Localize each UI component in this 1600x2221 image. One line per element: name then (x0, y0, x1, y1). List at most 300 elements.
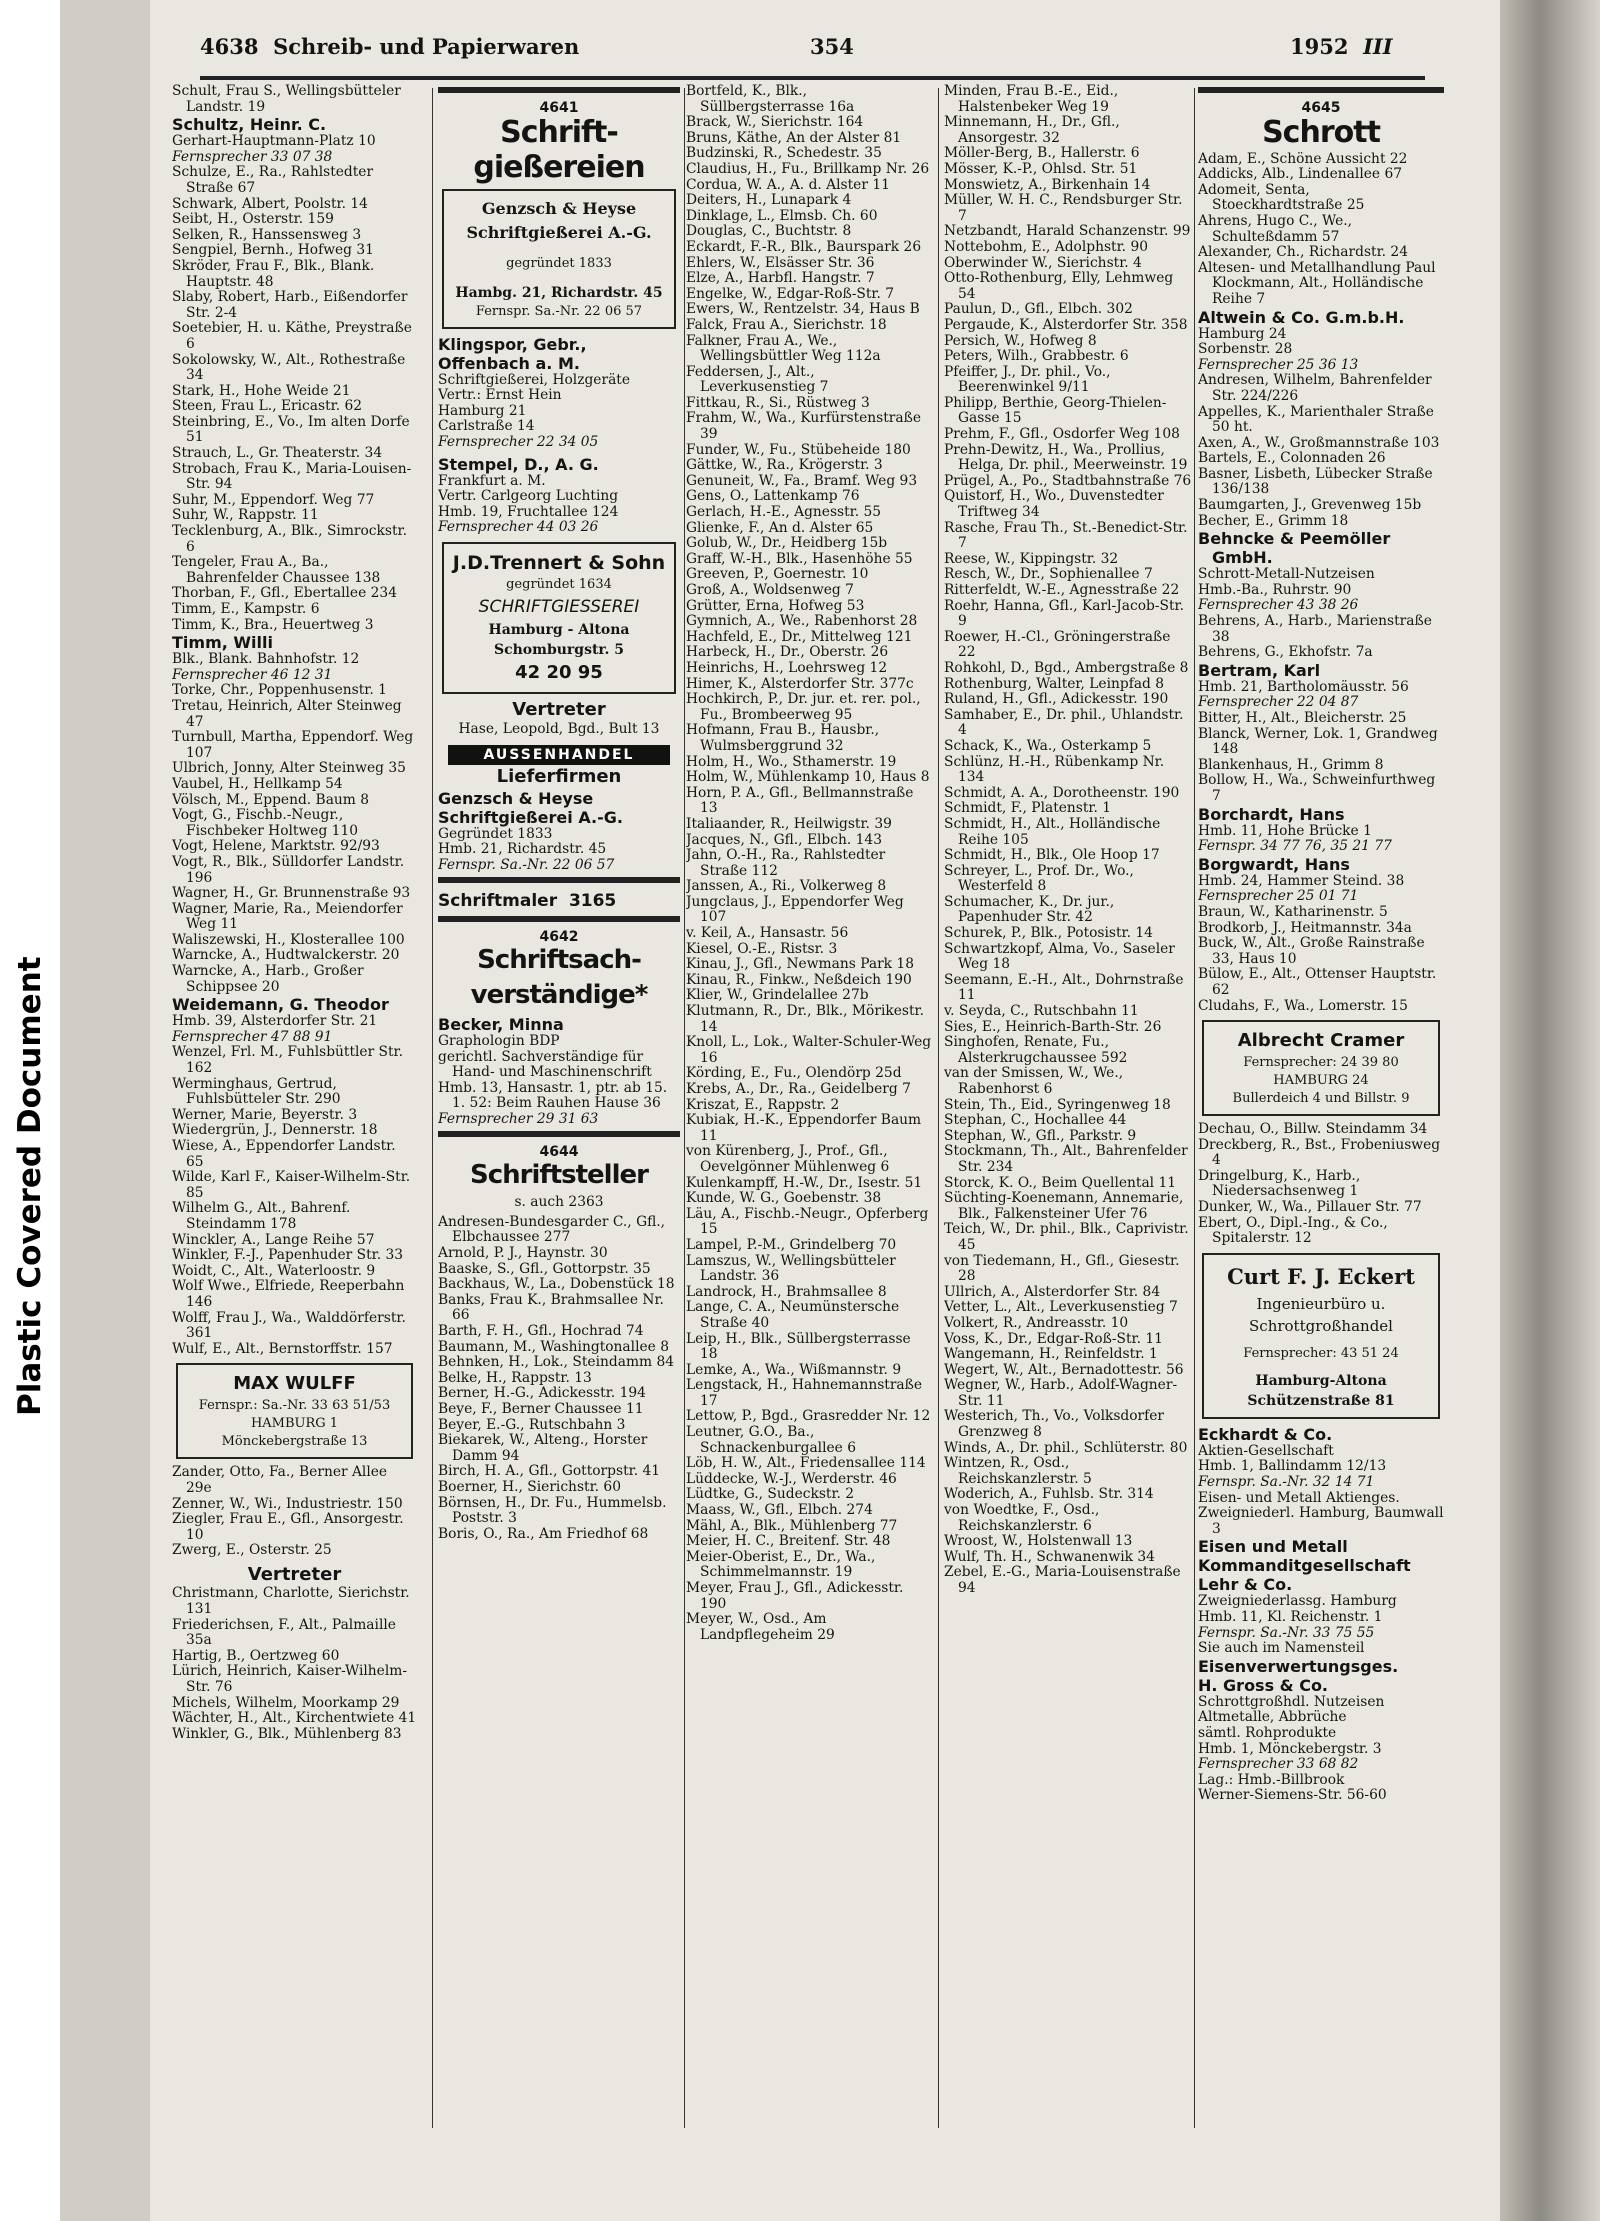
section-heading: Lieferfirmen (496, 766, 622, 788)
directory-entry: Steinbring, E., Vo., Im alten Dorfe 51 (172, 413, 410, 446)
directory-entry: Steen, Frau L., Ericastr. 62 (172, 398, 363, 415)
entry-list (944, 84, 1192, 1597)
directory-entry: Hmb. 19, Fruchtallee 124 (438, 503, 619, 520)
directory-entry: Krebs, A., Dr., Ra., Geidelberg 7 (686, 1081, 911, 1097)
directory-entry: Rasche, Frau Th., St.-Benedict-Str. 7 (944, 519, 1188, 552)
directory-entry: Gerhart-Hauptmann-Platz 10 (172, 133, 376, 150)
directory-entry: Warncke, A., Harb., Großer Schippsee 20 (172, 963, 364, 995)
directory-entry: von Kürenberg, J., Prof., Gfl., Oevelgönner Mühlenweg 6 (686, 1143, 890, 1175)
entry: Hase, Leopold, Bgd., Bult 13 (458, 720, 660, 737)
directory-entry: Landrock, H., Brahmsallee 8 (686, 1283, 887, 1300)
directory-entry: Vogt, Helene, Marktstr. 92/93 (172, 838, 380, 855)
directory-entry: Adam, E., Schöne Aussicht 22 (1198, 150, 1408, 167)
column-divider (432, 88, 433, 2128)
section-reference: s. auch 2363 (514, 1194, 604, 1211)
directory-entry: H. Gross & Co. (1198, 1675, 1329, 1695)
directory-entry: Paulun, D., Gfl., Elbch. 302 (944, 301, 1133, 318)
directory-entry: Andresen, Wilhelm, Bahrenfelder Str. 224/226 (1198, 372, 1432, 404)
directory-entry: Sorbenstr. 28 (1198, 341, 1293, 358)
directory-entry: Adomeit, Senta, Stoeckhardtstraße 25 (1198, 181, 1365, 214)
directory-entry: Wegert, W., Alt., Bernadottestr. 56 (944, 1361, 1184, 1378)
directory-entry: Lehr & Co. (1198, 1575, 1293, 1595)
directory-entry: Fernsprecher 33 68 82 (1198, 1756, 1359, 1773)
directory-entry: Frahm, W., Wa., Kurfürstenstraße 39 (686, 410, 921, 443)
entry-block (438, 335, 680, 451)
directory-entry: Dreckberg, R., Bst., Frobeniusweg 4 (1198, 1136, 1441, 1169)
directory-entry: Gerlach, H.-E., Agnesstr. 55 (686, 504, 882, 521)
directory-entry: Teich, W., Dr. phil., Blk., Caprivistr. 45 (944, 1221, 1189, 1253)
directory-entry: Roewer, H.-Cl., Gröningerstraße 22 (944, 628, 1171, 661)
directory-entry: Fernsprecher 22 04 87 (1198, 694, 1359, 711)
directory-entry: Boris, O., Ra., Am Friedhof 68 (438, 1525, 649, 1542)
directory-entry: Turnbull, Martha, Eppendorf. Weg 107 (172, 729, 414, 761)
entry-list (172, 1586, 417, 1742)
directory-entry: Wulf, E., Alt., Bernstorffstr. 157 (172, 1340, 393, 1357)
directory-entry: Schwark, Albert, Poolstr. 14 (172, 195, 368, 212)
directory-entry: Pfeiffer, J., Dr. phil., Vo., Beerenwinkel 9/11 (944, 363, 1111, 396)
directory-entry: Fernspr. 34 77 76, 35 21 77 (1198, 838, 1392, 855)
directory-entry: Braun, W., Katharinenstr. 5 (1198, 903, 1388, 920)
directory-entry: Schrottgroßhdl. Nutzeisen (1198, 1693, 1385, 1710)
directory-entry: Knoll, L., Lok., Walter-Schuler-Weg 16 (686, 1034, 932, 1066)
column-divider (684, 88, 685, 2128)
directory-entry: Becher, E., Grimm 18 (1198, 512, 1349, 529)
section-title: verständige* (470, 980, 648, 1011)
directory-entry: Stein, Th., Eid., Syringenweg 18 (944, 1096, 1171, 1113)
directory-entry: Werner-Siemens-Str. 56-60 (1198, 1787, 1387, 1804)
directory-entry: Christmann, Charlotte, Sierichstr. 131 (172, 1585, 410, 1618)
directory-entry: Strauch, L., Gr. Theaterstr. 34 (172, 445, 383, 462)
section-number: 4641 (539, 100, 579, 116)
section-number: 4642 (539, 928, 579, 945)
directory-entry: Bülow, E., Alt., Ottenser Hauptstr. 62 (1198, 966, 1437, 998)
directory-entry: Fernspr. Sa.-Nr. 32 14 71 (1198, 1474, 1375, 1491)
directory-entry: Thorban, F., Gfl., Ebertallee 234 (172, 585, 397, 602)
directory-entry: Fernsprecher 46 12 31 (172, 666, 333, 683)
directory-entry: v. Seyda, C., Rutschbahn 11 (944, 1003, 1139, 1020)
directory-entry: Süchting-Koenemann, Annemarie, Blk., Falkensteiner Ufer 76 (944, 1190, 1184, 1222)
directory-entry: Groß, A., Woldsenweg 7 (686, 582, 854, 598)
directory-entry: Heinrichs, H., Loehrsweg 12 (686, 659, 888, 676)
directory-entry: Mösser, K.-P., Ohlsd. Str. 51 (944, 160, 1138, 177)
directory-entry: Wulf, Th. H., Schwanenwik 34 (944, 1548, 1155, 1565)
directory-entry: Winkler, G., Blk., Mühlenberg 83 (172, 1725, 402, 1742)
directory-entry: Hofmann, Frau B., Hausbr., Wulmsberggrund 32 (686, 722, 880, 754)
directory-entry: Kinau, R., Finkw., Neßdeich 190 (686, 971, 912, 988)
directory-entry: Monswietz, A., Birkenhain 14 (944, 176, 1151, 193)
directory-entry: Lemke, A., Wa., Wißmannstr. 9 (686, 1361, 902, 1378)
directory-entry: Seibt, H., Osterstr. 159 (172, 211, 334, 228)
directory-entry: Alexander, Ch., Richardstr. 24 (1198, 244, 1408, 261)
directory-entry: Schack, K., Wa., Osterkamp 5 (944, 737, 1152, 754)
ad-line: Genzsch & Heyse (481, 198, 637, 218)
directory-entry: Börnsen, H., Dr. Fu., Hummelsb. Poststr. 3 (438, 1494, 667, 1527)
directory-entry: Hartig, B., Oertzweg 60 (172, 1647, 340, 1664)
directory-entry: Hmb. 11, Kl. Reichenstr. 1 (1198, 1609, 1383, 1625)
header-right (1290, 34, 1393, 59)
directory-entry: van der Smissen, W., We., Rabenhorst 6 (944, 1065, 1124, 1097)
section-number: 4645 (1301, 100, 1341, 116)
section-rule (438, 916, 680, 922)
header-left (200, 34, 579, 59)
directory-entry: Andresen-Bundesgarder C., Gfl., Elbchaussee 277 (438, 1213, 666, 1246)
directory-entry: Hamburg 24 (1198, 325, 1287, 342)
directory-entry: Jacques, N., Gfl., Elbch. 143 (686, 831, 882, 848)
directory-entry: Winckler, A., Lange Reihe 57 (172, 1231, 375, 1248)
directory-entry: Fernsprecher 22 34 05 (438, 433, 599, 450)
directory-entry: Soetebier, H. u. Käthe, Preystraße 6 (172, 320, 412, 352)
directory-entry: sämtl. Rohprodukte (1198, 1724, 1337, 1741)
directory-entry: Peters, Wilh., Grabbestr. 6 (944, 348, 1129, 365)
ad-phone: Fernsprecher: 24 39 80 (1243, 1055, 1399, 1071)
category-title: Schreib- und Papierwaren (273, 34, 580, 59)
directory-entry: Zebel, E.-G., Maria-Louisenstraße 94 (944, 1564, 1181, 1596)
directory-entry: Frankfurt a. M. (438, 472, 546, 489)
directory-entry: Schmidt, A. A., Dorotheenstr. 190 (944, 784, 1180, 801)
directory-entry: Wagner, Marie, Ra., Meiendorfer Weg 11 (172, 900, 403, 933)
directory-entry: Sokolowsky, W., Alt., Rothestraße 34 (172, 351, 406, 384)
directory-entry: Genzsch & Heyse (438, 788, 594, 808)
directory-entry: Eisen- und Metall Aktienges. (1198, 1489, 1400, 1506)
directory-entry: Kulenkampff, H.-W., Dr., Isestr. 51 (686, 1174, 923, 1191)
directory-entry: Schult, Frau S., Wellingsbütteler Landstr. 19 (172, 84, 401, 115)
directory-entry: Glienke, F., An d. Alster 65 (686, 519, 874, 536)
directory-entry: Vertr.: Ernst Hein (438, 387, 562, 404)
directory-entry: Schreyer, L., Prof. Dr., Wo., Westerfeld 8 (944, 862, 1134, 895)
directory-entry: Skröder, Frau F., Blk., Blank. Hauptstr. 48 (172, 257, 375, 290)
section-band: AUSSENHANDEL (448, 745, 670, 765)
directory-entry: Banks, Frau K., Brahmsallee Nr. 66 (438, 1291, 664, 1324)
directory-entry: Gegründet 1833 (438, 825, 553, 842)
ad-city: HAMBURG 24 (1273, 1073, 1369, 1089)
directory-entry: Samhaber, E., Dr. phil., Uhlandstr. 4 (944, 706, 1184, 739)
column-3 (686, 84, 932, 2144)
directory-entry: Behncke & Peemöller GmbH. (1198, 529, 1391, 568)
side-margin (0, 0, 60, 2221)
directory-entry: Wegner, W., Harb., Adolf-Wagner-Str. 11 (944, 1377, 1178, 1409)
directory-entry: Baaske, S., Gfl., Gottorpstr. 35 (438, 1260, 651, 1277)
directory-entry: Boerner, H., Sierichstr. 60 (438, 1478, 621, 1495)
section-rule (438, 87, 680, 93)
directory-entry: Biekarek, W., Alteng., Horster Damm 94 (438, 1432, 648, 1464)
ad-line: J.D.Trennert & Sohn (452, 551, 666, 574)
directory-entry: Tecklenburg, A., Blk., Simrockstr. 6 (172, 523, 407, 555)
directory-entry: Carlstraße 14 (438, 418, 535, 435)
page-number: 354 (810, 34, 854, 59)
directory-entry: Backhaus, W., La., Dobenstück 18 (438, 1276, 675, 1293)
directory-entry: Mähl, A., Blk., Mühlenberg 77 (686, 1517, 898, 1534)
directory-entry: Axen, A., W., Großmannstraße 103 (1198, 434, 1440, 451)
directory-entry: Meyer, W., Osd., Am Landpflegeheim 29 (686, 1611, 835, 1643)
entry-list (1198, 1122, 1444, 1247)
volume: III (1363, 34, 1393, 59)
directory-entry: Seemann, E.-H., Alt., Dohrnstraße 11 (944, 971, 1184, 1004)
directory-entry: Voss, K., Dr., Edgar-Roß-Str. 11 (944, 1330, 1163, 1347)
directory-entry: Buck, W., Alt., Große Rainstraße 33, Haus 10 (1198, 935, 1425, 967)
directory-entry: Zander, Otto, Fa., Berner Allee 29e (172, 1464, 388, 1496)
section-title: Schrift- (500, 114, 618, 150)
directory-entry: Michels, Wilhelm, Moorkamp 29 (172, 1694, 400, 1711)
directory-entry: Quistorf, H., Wo., Duvenstedter Triftweg 34 (944, 488, 1164, 521)
directory-entry: Offenbach a. M. (438, 353, 580, 373)
directory-entry: Wangemann, H., Reinfeldstr. 1 (944, 1346, 1158, 1363)
directory-entry: Berner, H.-G., Adickesstr. 194 (438, 1385, 646, 1402)
directory-entry: Blankenhaus, H., Grimm 8 (1198, 756, 1384, 773)
directory-entry: Netzbandt, Harald Schanzenstr. 99 (944, 223, 1191, 240)
directory-entry: Winds, A., Dr. phil., Schlüterstr. 80 (944, 1439, 1188, 1456)
ad-phone: Fernsprecher: 43 51 24 (1243, 1345, 1399, 1361)
section-title: Schriftsach- (477, 945, 641, 976)
year: 1952 (1290, 34, 1349, 59)
directory-entry: Schumacher, K., Dr. jur., Papenhuder Str. 42 (944, 893, 1115, 926)
directory-entry: Fittkau, R., Si., Rüstweg 3 (686, 394, 870, 411)
directory-entry: Klier, W., Grindelallee 27b (686, 987, 869, 1004)
directory-entry: Tengeler, Frau A., Ba., Bahrenfelder Chaussee 138 (172, 554, 381, 586)
directory-entry: Klutmann, R., Dr., Blk., Mörikestr. 14 (686, 1003, 924, 1035)
directory-entry: Wenzel, Frl. M., Fuhlsbüttler Str. 162 (172, 1044, 404, 1077)
directory-entry: Appelles, K., Marienthaler Straße 50 ht. (1198, 403, 1434, 436)
directory-entry: Westerich, Th., Vo., Volksdorfer Grenzweg 8 (944, 1408, 1165, 1441)
directory-entry: Meyer, Frau J., Gfl., Adickesstr. 190 (686, 1580, 904, 1612)
directory-entry: Bollow, H., Wa., Schweinfurthweg 7 (1198, 772, 1436, 804)
directory-entry: Behrens, G., Ekhofstr. 7a (1198, 644, 1373, 661)
directory-entry: Zenner, W., Wi., Industriestr. 150 (172, 1495, 403, 1512)
ad-max-wulff (176, 1363, 413, 1459)
directory-entry: Ritterfeldt, W.-E., Agnesstraße 22 (944, 582, 1180, 598)
directory-entry: Wagner, H., Gr. Brunnenstraße 93 (172, 885, 411, 902)
header-rule (200, 76, 1425, 80)
ad-line: 42 20 95 (515, 661, 603, 683)
directory-entry: Basner, Lisbeth, Lübecker Straße 136/138 (1198, 465, 1433, 498)
directory-entry: Italiaander, R., Heilwigstr. 39 (686, 815, 892, 832)
directory-entry: Timm, Willi (172, 633, 273, 653)
directory-entry: Klingspor, Gebr., (438, 334, 587, 354)
directory-entry: Borgwardt, Hans (1198, 854, 1350, 874)
ad-street: Bullerdeich 4 und Billstr. 9 (1232, 1091, 1410, 1107)
directory-entry: Vertr. Carlgeorg Luchting (438, 488, 619, 505)
column-2 (438, 84, 680, 2144)
directory-entry: Bitter, H., Alt., Bleicherstr. 25 (1198, 710, 1407, 726)
directory-entry: von Woedtke, F., Osd., Reichskanzlerstr. 6 (944, 1502, 1100, 1534)
directory-entry: Beye, F., Berner Chaussee 11 (438, 1400, 644, 1417)
section-3165 (438, 889, 680, 913)
directory-entry: Stephan, W., Gfl., Parkstr. 9 (944, 1127, 1137, 1144)
directory-entry: Hochkirch, P., Dr. jur. et. rer. pol., Fu., Brombeerweg 95 (686, 691, 921, 723)
directory-entry: Fernsprecher 29 31 63 (438, 1111, 599, 1128)
directory-entry: Hmb. 39, Alsterdorfer Str. 21 (172, 1013, 378, 1030)
directory-entry: Reese, W., Kippingstr. 32 (944, 550, 1119, 567)
directory-entry: Lengstack, H., Hahnemannstraße 17 (686, 1377, 923, 1409)
directory-entry: Schwartzkopf, Alma, Vo., Saseler Weg 18 (944, 940, 1175, 973)
directory-entry: von Tiedemann, H., Gfl., Giesestr. 28 (944, 1252, 1180, 1285)
directory-entry: Stephan, C., Hochallee 44 (944, 1112, 1127, 1129)
column-5 (1198, 84, 1444, 2144)
directory-entry: Hmb. 21, Richardstr. 45 (438, 841, 607, 858)
directory-entry: Lampel, P.-M., Grindelberg 70 (686, 1236, 897, 1253)
directory-entry: Hmb. 1, Ballindamm 12/13 (1198, 1458, 1387, 1475)
directory-entry: Oberwinder W., Sierichstr. 4 (944, 254, 1142, 271)
directory-entry: Waliszewski, H., Klosterallee 100 (172, 931, 405, 948)
ad-street: Schützenstraße 81 (1247, 1392, 1395, 1409)
directory-entry: Kinau, J., Gfl., Newmans Park 18 (686, 956, 914, 973)
directory-entry: Sengpiel, Bernh., Hofweg 31 (172, 242, 374, 259)
directory-entry: Altwein & Co. G.m.b.H. (1198, 307, 1405, 327)
directory-entry: Leip, H., Blk., Süllbergsterrasse 18 (686, 1330, 911, 1363)
section-title: Schriftsteller (470, 1160, 648, 1191)
directory-entry: Strobach, Frau K., Maria-Louisen-Str. 94 (172, 460, 412, 493)
directory-entry: Resch, W., Dr., Sophienallee 7 (944, 566, 1153, 583)
directory-entry: Altmetalle, Abbrüche (1198, 1709, 1347, 1726)
page-code: 4638 (200, 34, 259, 59)
directory-entry: Grütter, Erna, Hofweg 53 (686, 597, 865, 614)
ad-name: Albrecht Cramer (1237, 1030, 1405, 1052)
section-rule (1198, 87, 1444, 93)
section-number: 4644 (539, 1143, 579, 1160)
directory-entry: Behnken, H., Lok., Steindamm 84 (438, 1354, 675, 1371)
directory-entry: Hmb. 11, Hohe Brücke 1 (1198, 822, 1372, 839)
directory-entry: Schriftgießerei A.-G. (438, 807, 623, 827)
directory-entry: Tretau, Heinrich, Alter Steinweg 47 (172, 697, 402, 730)
directory-entry: Fernsprecher 44 03 26 (438, 519, 599, 536)
directory-entry: Arnold, P. J., Haynstr. 30 (438, 1245, 608, 1262)
directory-entry: Nottebohm, E., Adolphstr. 90 (944, 238, 1149, 255)
directory-entry: Lüddecke, W.-J., Werderstr. 46 (686, 1470, 897, 1487)
ad-line: Ingenieurbüro u. (1256, 1294, 1386, 1313)
section-number: 3165 (568, 890, 617, 911)
directory-entry: Aktien-Gesellschaft (1198, 1442, 1334, 1459)
ad-city: Hamburg-Altona (1255, 1372, 1387, 1389)
directory-entry: Fernsprecher 25 36 13 (1198, 356, 1359, 373)
directory-entry: Blk., Blank. Bahnhofstr. 12 (172, 651, 360, 668)
directory-entry: Jahn, O.-H., Ra., Rahlstedter Straße 112 (686, 847, 886, 879)
ad-name: MAX WULFF (233, 1373, 356, 1395)
directory-entry: Kiesel, O.-E., Ristsr. 3 (686, 940, 838, 957)
directory-entry: Suhr, M., Eppendorf. Weg 77 (172, 491, 375, 508)
ad-trennert (442, 542, 676, 694)
directory-entry: Bortfeld, K., Blk., Süllbergsterrasse 16a (686, 84, 855, 115)
directory-entry: Singhofen, Renate, Fu., Alsterkrugchaussee 592 (944, 1034, 1128, 1066)
directory-entry: Ullrich, A., Alsterdorfer Str. 84 (944, 1283, 1161, 1300)
directory-entry: Suhr, W., Rappstr. 11 (172, 507, 319, 524)
directory-entry: Persich, W., Hofweg 8 (944, 332, 1097, 349)
directory-entry: Bertram, Karl (1198, 660, 1321, 680)
section-heading: Vertreter (512, 698, 606, 720)
directory-entry: Ebert, O., Dipl.-Ing., & Co., Spitalerstr. 12 (1198, 1214, 1388, 1247)
directory-entry: Fernsprecher 43 38 26 (1198, 597, 1359, 614)
directory-entry: Hmb. 13, Hansastr. 1, ptr. ab 15. 1. 52: Beim Rauhen Hause 36 (438, 1079, 668, 1112)
directory-entry: Sie auch im Namensteil (1198, 1640, 1365, 1657)
ad-line: Fernspr. Sa.-Nr. 22 06 57 (475, 303, 643, 319)
directory-entry: Feddersen, J., Alt., Leverkusenstieg 7 (686, 363, 829, 396)
directory-entry: Vetter, L., Alt., Leverkusenstieg 7 (944, 1299, 1178, 1316)
section-title: Schriftmaler (438, 890, 558, 911)
directory-entry: Woderich, A., Fuhlsb. Str. 314 (944, 1486, 1154, 1503)
directory-entry: Philipp, Berthie, Georg-Thielen-Gasse 15 (944, 394, 1167, 427)
directory-entry: Schmidt, H., Blk., Ole Hoop 17 (944, 847, 1160, 864)
directory-entry: Fernspr. Sa.-Nr. 33 75 55 (1198, 1624, 1375, 1641)
ad-curt-eckert (1202, 1253, 1440, 1419)
ad-line: gegründet 1634 (506, 576, 612, 592)
section-rule (438, 877, 680, 883)
directory-entry: Altesen- und Metallhandlung Paul Klockmann, Alt., Holländische Reihe 7 (1198, 259, 1436, 307)
entry-list (172, 84, 417, 1357)
entry-list (1198, 152, 1444, 1015)
directory-entry: Winkler, F.-J., Papenhuder Str. 33 (172, 1247, 404, 1264)
entry-block (438, 789, 680, 874)
ad-line: Schomburgstr. 5 (493, 641, 625, 658)
directory-entry: Leutner, G.O., Ba., Schnackenburgallee 6 (686, 1424, 857, 1456)
directory-entry: Körding, E., Fu., Olendörp 25d (686, 1065, 902, 1082)
directory-entry: Stockmann, Th., Alt., Bahrenfelder Str. 234 (944, 1143, 1188, 1175)
directory-entry: Lettow, P., Bgd., Grasredder Nr. 12 (686, 1408, 931, 1425)
directory-entry: Hachfeld, E., Dr., Mittelweg 121 (686, 628, 913, 645)
column-1 (172, 84, 417, 2144)
directory-entry: Graphologin BDP (438, 1033, 560, 1050)
directory-entry: Zwerg, E., Osterstr. 25 (172, 1542, 332, 1559)
directory-entry: Vogt, R., Blk., Sülldorfer Landstr. 196 (172, 853, 405, 886)
directory-entry: Bartels, E., Colonnaden 26 (1198, 450, 1386, 467)
directory-entry: Fernsprecher 47 88 91 (172, 1028, 333, 1045)
directory-entry: Wilde, Karl F., Kaiser-Wilhelm-Str. 85 (172, 1169, 411, 1201)
directory-entry: Brack, W., Sierichstr. 164 (686, 114, 864, 131)
directory-entry: Falck, Frau A., Sierichstr. 18 (686, 316, 887, 333)
directory-entry: Läu, A., Fischb.-Neugr., Opferberg 15 (686, 1205, 929, 1238)
directory-entry: Schultz, Heinr. C. (172, 115, 327, 135)
directory-entry: Hmb.-Ba., Ruhrstr. 90 (1198, 581, 1352, 598)
directory-entry: Torke, Chr., Poppenhusenstr. 1 (172, 682, 387, 699)
ad-line: Hamburg - Altona (488, 621, 630, 638)
directory-entry: Wiese, A., Eppendorfer Landstr. 65 (172, 1138, 396, 1170)
directory-entry: Gens, O., Lattenkamp 76 (686, 488, 860, 505)
directory-entry: Behrens, A., Harb., Marienstraße 38 (1198, 613, 1432, 645)
entry-list (438, 1215, 680, 1542)
directory-entry: Stempel, D., A. G. (438, 454, 599, 474)
directory-entry: Stark, H., Hohe Weide 21 (172, 382, 351, 399)
directory-entry: Fernsprecher 33 07 38 (172, 148, 333, 165)
directory-entry: Ehlers, W., Elsässer Str. 36 (686, 254, 875, 271)
directory-entry: Wroost, W., Holstenwall 13 (944, 1533, 1133, 1550)
directory-entry: Vaubel, H., Hellkamp 54 (172, 775, 343, 792)
directory-entry: Meier, H. C., Breitenf. Str. 48 (686, 1533, 891, 1550)
directory-entry: Eckardt, F.-R., Blk., Baurspark 26 (686, 238, 922, 255)
directory-entry: Zweigniederlassg. Hamburg (1198, 1593, 1397, 1610)
ad-phone: Fernspr.: Sa.-Nr. 33 63 51/53 (198, 1398, 391, 1414)
directory-entry: Schurek, P., Blk., Potosistr. 14 (944, 925, 1153, 942)
directory-entry: Hmb. 1, Mönckebergstr. 3 (1198, 1740, 1382, 1757)
directory-entry: Schlünz, H.-H., Rübenkamp Nr. 134 (944, 753, 1165, 786)
directory-entry: Borchardt, Hans (1198, 804, 1345, 824)
directory-entry: Otto-Rothenburg, Elly, Lehmweg 54 (944, 270, 1174, 302)
directory-entry: Dringelburg, K., Harb., Niedersachsenweg 1 (1198, 1167, 1361, 1200)
directory-entry: Hmb. 21, Bartholomäusstr. 56 (1198, 678, 1409, 695)
directory-entry: gerichtl. Sachverständige für Hand- und Maschinenschrift (438, 1048, 652, 1081)
directory-entry: Budzinski, R., Schedestr. 35 (686, 145, 882, 162)
ad-albrecht-cramer (1202, 1020, 1440, 1116)
directory-entry: Baumgarten, J., Grevenweg 15b (1198, 497, 1422, 514)
directory-entry: Gymnich, A., We., Rabenhorst 28 (686, 613, 918, 630)
side-label: Plastic Covered Document (12, 956, 48, 1416)
directory-entry: Selken, R., Hanssensweg 3 (172, 226, 362, 243)
directory-entry: Brodkorb, J., Heitmannstr. 34a (1198, 919, 1412, 936)
directory-entry: Dechau, O., Billw. Steindamm 34 (1198, 1121, 1428, 1138)
directory-entry: Fernspr. Sa.-Nr. 22 06 57 (438, 856, 615, 873)
directory-entry: Woidt, C., Alt., Waterloostr. 9 (172, 1262, 376, 1279)
directory-entry: Ziegler, Frau E., Gfl., Ansorgestr. 10 (172, 1511, 404, 1543)
directory-entry: Fernsprecher 25 01 71 (1198, 888, 1359, 905)
column-divider (938, 88, 939, 2128)
directory-entry: Lüdtke, G., Sudeckstr. 2 (686, 1486, 855, 1503)
directory-entry: Himer, K., Alsterdorfer Str. 377c (686, 675, 914, 692)
